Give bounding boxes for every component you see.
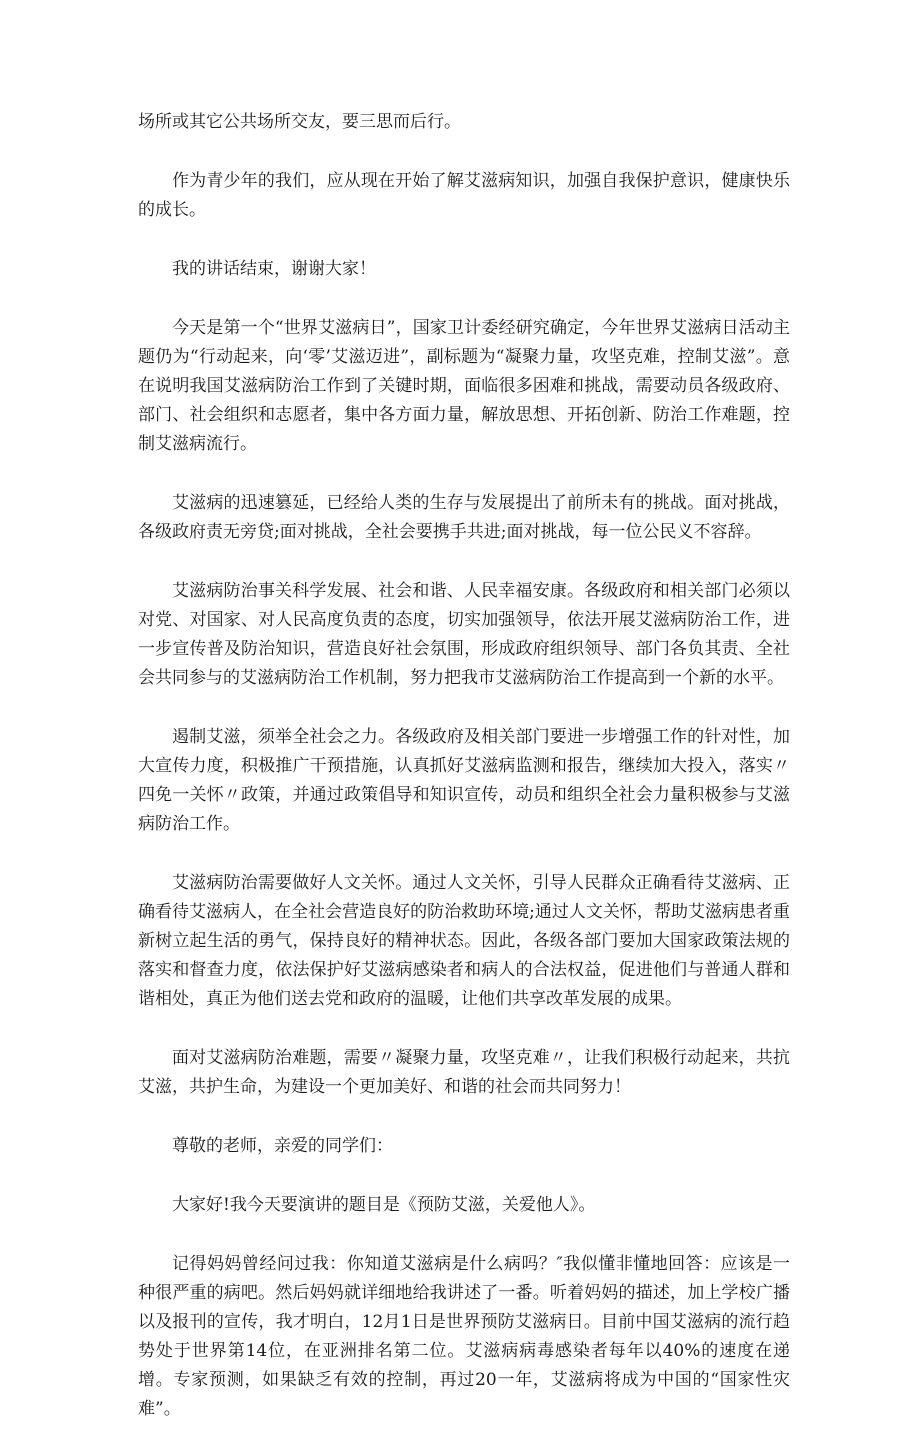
paragraph: 大家好!我今天要演讲的题目是《预防艾滋，关爱他人》。 [172,1195,596,1215]
paragraph: 艾滋病防治需要做好人文关怀。通过人文关怀，引导人民群众正确看待艾滋病、正确看待艾滋病人，在全社会营造良好的防治救助环境;通过人文关怀，帮助艾滋病患者重新树立起生活的勇气，保持良好的精神状态。因此，各级各部门要加大国家政策法规的落实和督查力度，依法保护好艾滋病感染者和病人的合法权益，促进他们与普通人群和谐相处，真正为他们送去党和政府的温暖，让他们共享改革发展的成果。 [138,873,790,1009]
paragraph: 我的讲话结束，谢谢大家！ [172,259,376,279]
paragraph: 作为青少年的我们，应从现在开始了解艾滋病知识，加强自我保护意识，健康快乐的成长。 [138,171,790,220]
paragraph: 遏制艾滋，须举全社会之力。各级政府及相关部门要进一步增强工作的针对性，加大宣传力度，积极推广干预措施，认真抓好艾滋病监测和报告，继续加大投入，落实〃四免一关怀〃政策，并通过政策倡导和知识宣传，动员和组织全社会力量积极参与艾滋病防治工作。 [138,727,790,834]
document-body [138,108,790,1454]
paragraph: 记得妈妈曾经问过我：你知道艾滋病是什么病吗？″我似懂非懂地回答：应该是一种很严重的病吧。然后妈妈就详细地给我讲述了一番。听着妈妈的描述，加上学校广播以及报刊的宣传，我才明白，12月1日是世界预防艾滋病日。目前中国艾滋病的流行趋势处于世界第14位，在亚洲排名第二位。艾滋病病毒感染者每年以40%的速度在递增。专家预测，如果缺乏有效的控制，再过20一年，艾滋病将成为中国的“国家性灾难”。 [138,1254,790,1419]
paragraph: 艾滋病防治事关科学发展、社会和谐、人民幸福安康。各级政府和相关部门必须以对党、对国家、对人民高度负责的态度，切实加强领导，依法开展艾滋病防治工作，进一步宣传普及防治知识，营造良好社会氛围，形成政府组织领导、部门各负其责、全社会共同参与的艾滋病防治工作机制，努力把我市艾滋病防治工作提高到一个新的水平。 [138,581,790,688]
paragraph: 场所或其它公共场所交友，要三思而后行。 [138,112,461,132]
paragraph: 面对艾滋病防治难题，需要〃凝聚力量，攻坚克难〃，让我们积极行动起来，共抗艾滋，共护生命，为建设一个更加美好、和谐的社会而共同努力！ [138,1048,790,1097]
paragraph: 今天是第一个“世界艾滋病日”，国家卫计委经研究确定，今年世界艾滋病日活动主题仍为“行动起来，向‘零’艾滋迈进”，副标题为“凝聚力量，攻坚克难，控制艾滋”。意在说明我国艾滋病防治工作到了关键时期，面临很多困难和挑战，需要动员各级政府、部门、社会组织和志愿者，集中各方面力量，解放思想、开拓创新、防治工作难题，控制艾滋病流行。 [138,318,790,454]
paragraph: 艾滋病的迅速篡延，已经给人类的生存与发展提出了前所未有的挑战。面对挑战，各级政府责无旁贷;面对挑战，全社会要携手共进;面对挑战，每一位公民义不容辞。 [138,493,790,542]
paragraph: 尊敬的老师，亲爱的同学们： [172,1136,393,1156]
